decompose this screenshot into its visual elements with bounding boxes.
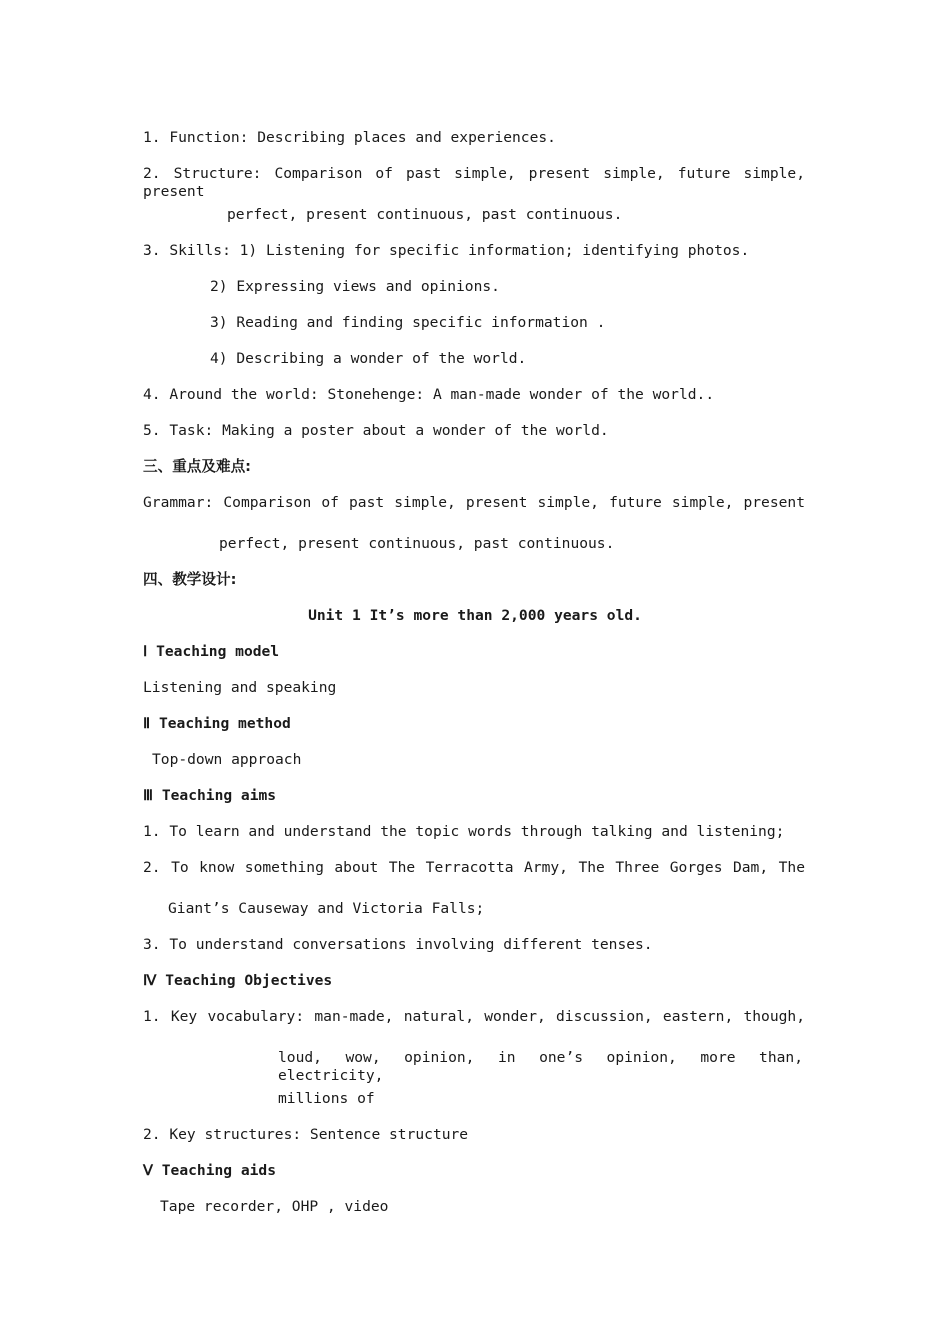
teaching-aim-1: 1. To learn and understand the topic words through talking and listening; xyxy=(143,823,785,840)
skills-line-1: 3. Skills: 1) Listening for specific information; identifying photos. xyxy=(143,242,750,259)
teaching-aids-heading: Ⅴ Teaching aids xyxy=(143,1162,276,1179)
teaching-objectives-heading: Ⅳ Teaching Objectives xyxy=(143,972,333,989)
skills-line-2: 2) Expressing views and opinions. xyxy=(210,278,500,295)
unit-title: Unit 1 It’s more than 2,000 years old. xyxy=(308,607,642,624)
teaching-method-heading: Ⅱ Teaching method xyxy=(143,715,291,732)
key-points-heading: 三、重点及难点: xyxy=(143,458,251,475)
key-vocabulary-continuation-2: millions of xyxy=(278,1090,375,1107)
skills-line-4: 4) Describing a wonder of the world. xyxy=(210,350,527,367)
teaching-model-heading: Ⅰ Teaching model xyxy=(143,643,280,660)
task-line: 5. Task: Making a poster about a wonder of the world. xyxy=(143,422,609,439)
teaching-aids-text: Tape recorder, OHP , video xyxy=(160,1198,389,1215)
grammar-continuation: perfect, present continuous, past continuous. xyxy=(219,535,615,552)
structure-continuation: perfect, present continuous, past continuous. xyxy=(227,206,623,223)
teaching-aim-2-continuation: Giant’s Causeway and Victoria Falls; xyxy=(168,900,485,917)
function-line: 1. Function: Describing places and experiences. xyxy=(143,129,556,146)
teaching-aims-heading: Ⅲ Teaching aims xyxy=(143,787,277,804)
teaching-design-heading: 四、教学设计: xyxy=(143,571,237,588)
skills-line-3: 3) Reading and finding specific information . xyxy=(210,314,606,331)
teaching-aim-3: 3. To understand conversations involving different tenses. xyxy=(143,936,653,953)
teaching-aim-2: 2. To know something about The Terracotta Army, The Three Gorges Dam, The xyxy=(143,859,805,876)
teaching-method-text: Top-down approach xyxy=(152,751,302,768)
teaching-model-text: Listening and speaking xyxy=(143,679,337,696)
around-the-world-line: 4. Around the world: Stonehenge: A man-made wonder of the world.. xyxy=(143,386,715,403)
key-vocabulary-continuation-1: loud, wow, opinion, in one’s opinion, more than, electricity, xyxy=(278,1049,803,1084)
grammar-line: Grammar: Comparison of past simple, present simple, future simple, present xyxy=(143,494,805,511)
structure-line: 2. Structure: Comparison of past simple, present simple, future simple, present xyxy=(143,165,805,200)
key-vocabulary-line: 1. Key vocabulary: man-made, natural, wonder, discussion, eastern, though, xyxy=(143,1008,805,1025)
key-structures-line: 2. Key structures: Sentence structure xyxy=(143,1126,469,1143)
